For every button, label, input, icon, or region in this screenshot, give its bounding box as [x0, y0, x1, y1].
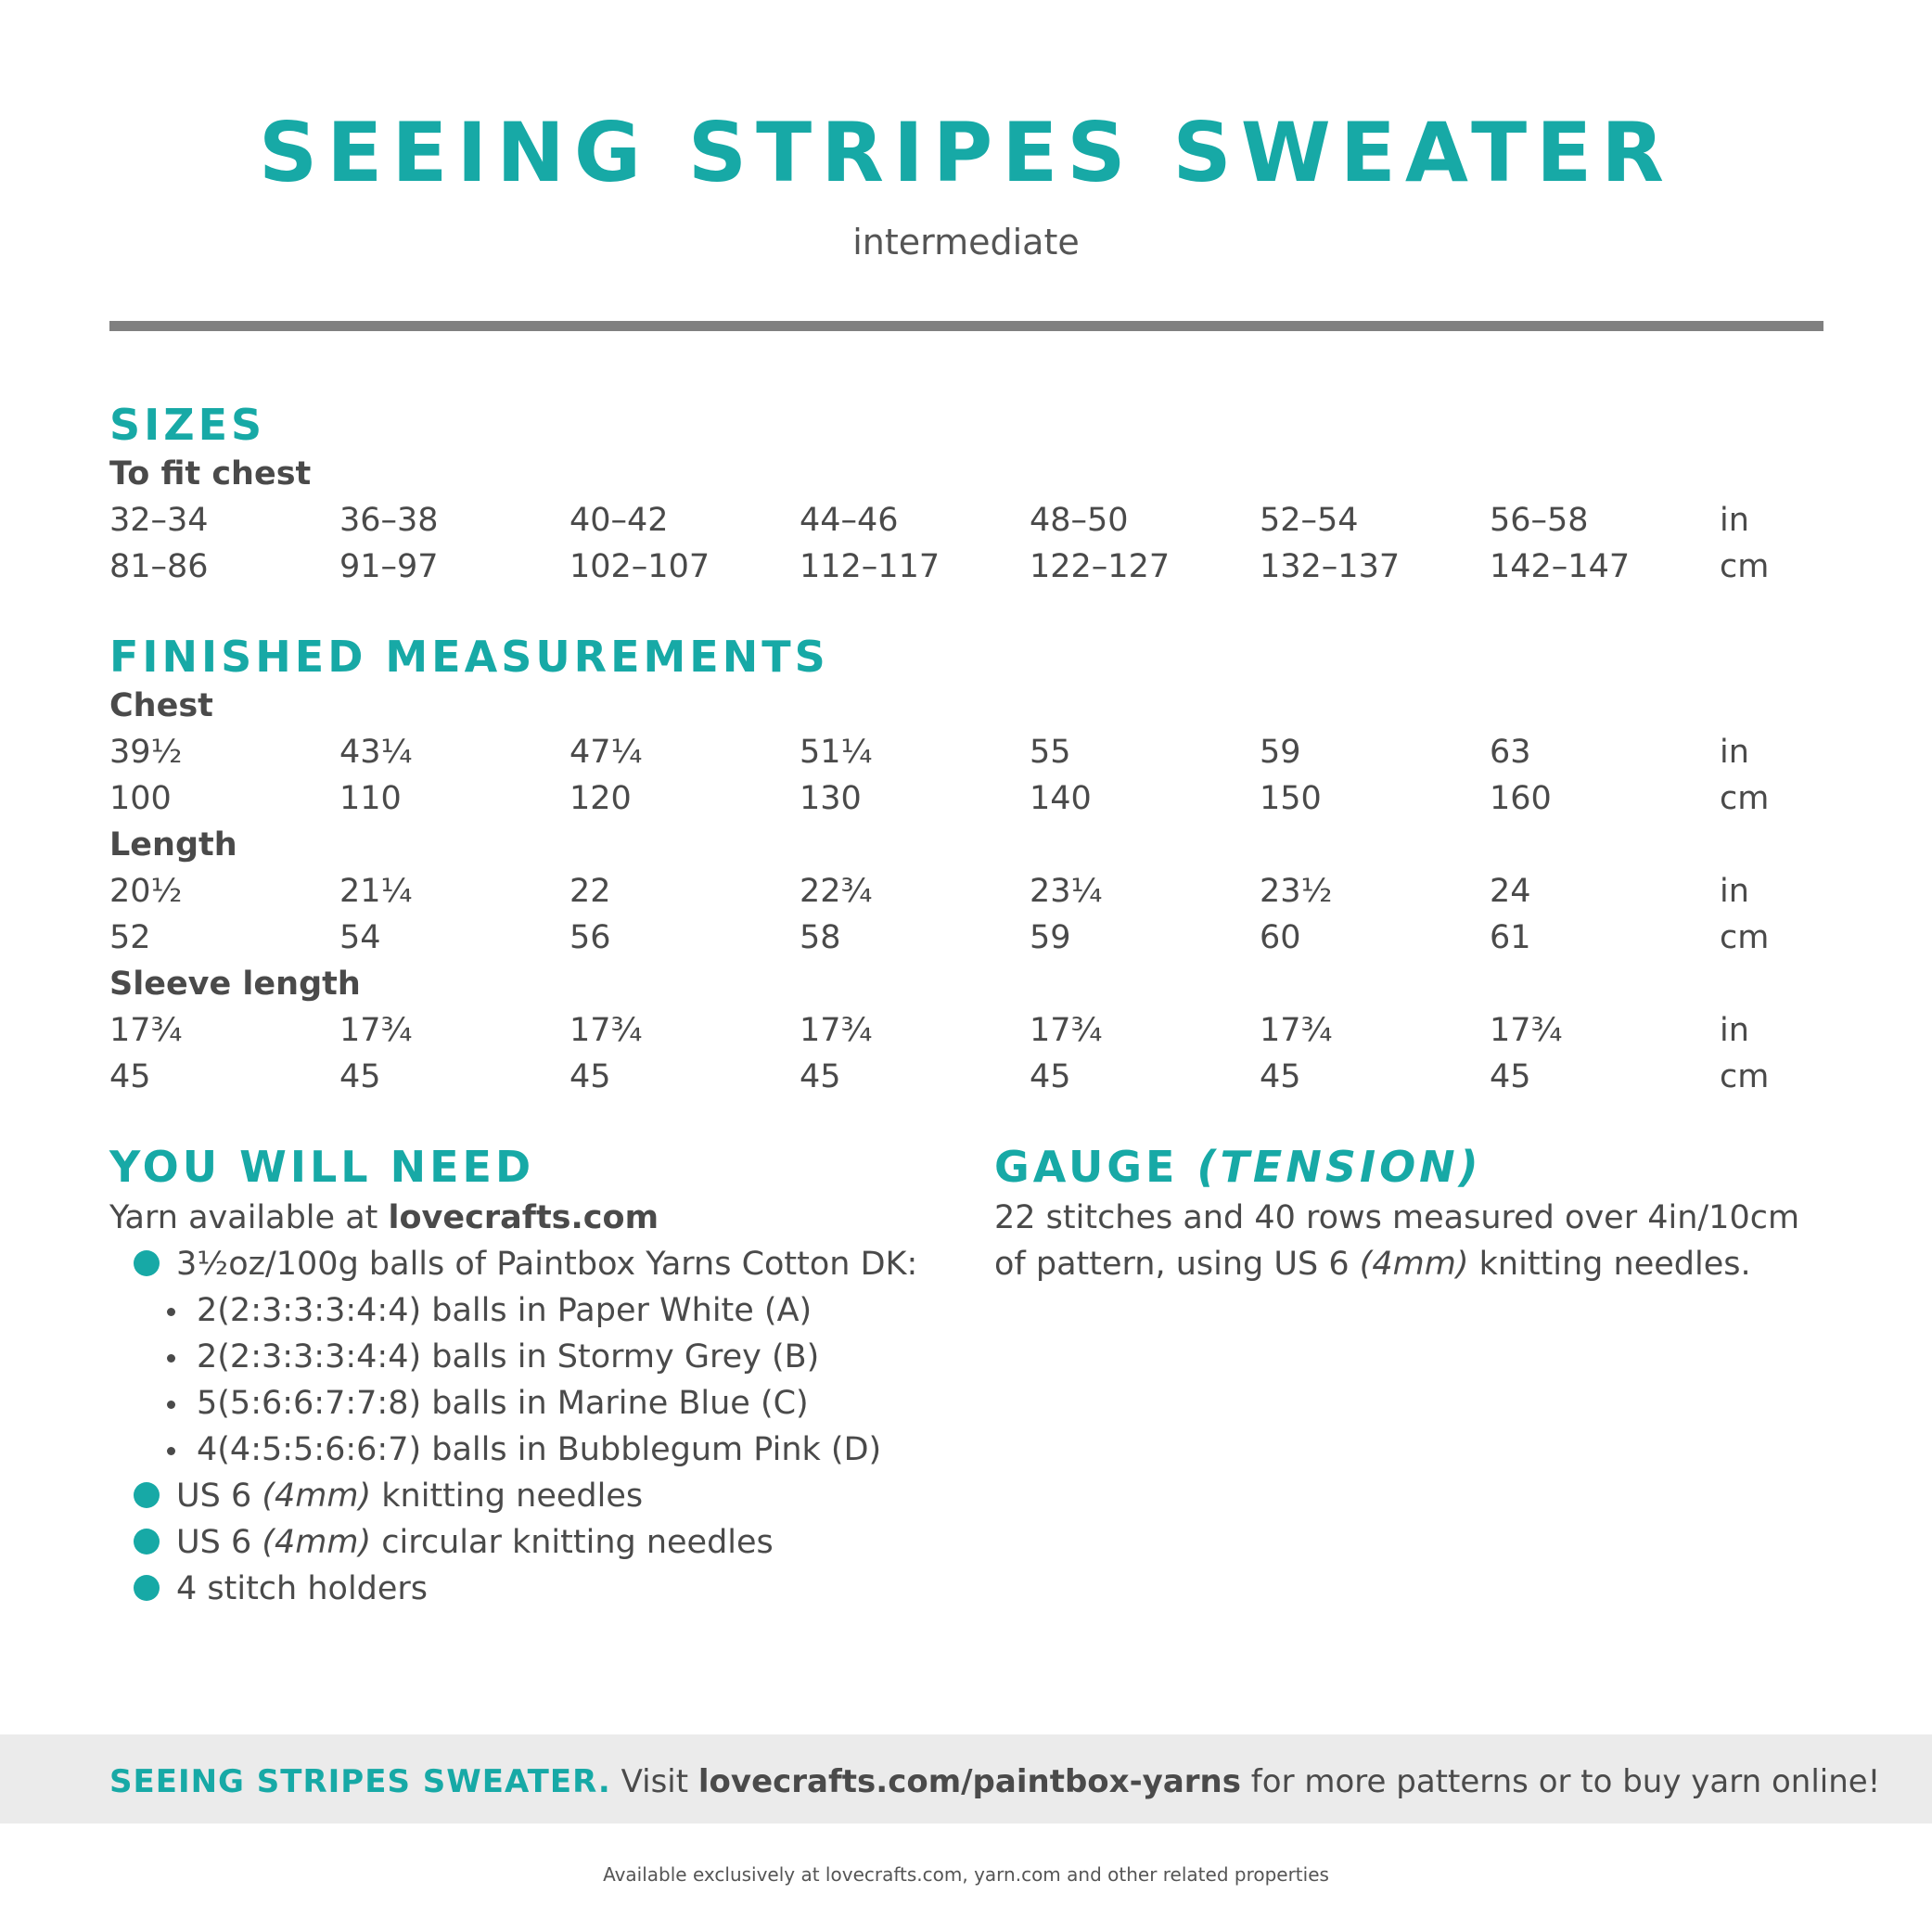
- size-value: 22¾: [800, 873, 873, 910]
- measurement-label: Chest: [109, 687, 213, 724]
- size-value: 100: [109, 780, 172, 817]
- unit-label: in: [1720, 873, 1749, 910]
- unit-label: in: [1720, 734, 1749, 771]
- size-value: 130: [800, 780, 862, 817]
- sub-bullet-icon: [167, 1401, 175, 1409]
- size-value: 17¾: [1030, 1012, 1103, 1049]
- size-value: 21¼: [339, 873, 413, 910]
- size-value: 102–107: [569, 548, 710, 585]
- size-value: 20½: [109, 873, 183, 910]
- size-value: 112–117: [800, 548, 940, 585]
- size-value: 59: [1260, 734, 1301, 771]
- size-value: 52: [109, 919, 151, 956]
- size-value: 17¾: [569, 1012, 643, 1049]
- yarn-intro: Yarn available at lovecrafts.com: [109, 1199, 659, 1236]
- sub-bullet-icon: [167, 1354, 175, 1363]
- size-value: 58: [800, 919, 841, 956]
- footer-link[interactable]: lovecrafts.com/paintbox-yarns: [697, 1763, 1241, 1800]
- size-value: 32–34: [109, 502, 209, 539]
- size-value: 47¼: [569, 734, 643, 771]
- unit-label: cm: [1720, 780, 1770, 817]
- size-value: 81–86: [109, 548, 209, 585]
- size-value: 56–58: [1490, 502, 1589, 539]
- size-value: 45: [339, 1058, 381, 1095]
- size-value: 17¾: [1490, 1012, 1563, 1049]
- yarn-color-item: 2(2:3:3:3:4:4) balls in Paper White (A): [197, 1292, 812, 1329]
- measurement-label: Sleeve length: [109, 966, 361, 1003]
- footer-text: SEEING STRIPES SWEATER. Visit lovecrafts.com/paintbox-yarns for more patterns or to buy yarn online!: [109, 1763, 1881, 1800]
- header-divider: [109, 321, 1823, 331]
- size-value: 45: [800, 1058, 841, 1095]
- size-value: 45: [569, 1058, 611, 1095]
- size-value: 55: [1030, 734, 1071, 771]
- size-value: 36–38: [339, 502, 439, 539]
- unit-label: in: [1720, 502, 1749, 539]
- size-value: 40–42: [569, 502, 669, 539]
- yarn-color-item: 5(5:6:6:7:7:8) balls in Marine Blue (C): [197, 1385, 809, 1422]
- measurement-row-in: [0, 868, 1932, 915]
- sub-bullet-icon: [167, 1308, 175, 1316]
- unit-label: in: [1720, 1012, 1749, 1049]
- gauge-text: 22 stitches and 40 rows measured over 4in/10cm of pattern, using US 6 (4mm) knitting needles.: [994, 1199, 1800, 1283]
- size-value: 140: [1030, 780, 1092, 817]
- size-value: 24: [1490, 873, 1531, 910]
- skill-level: intermediate: [852, 222, 1080, 262]
- size-value: 45: [1030, 1058, 1071, 1095]
- size-value: 150: [1260, 780, 1322, 817]
- sizes-row-cm: [0, 544, 1932, 590]
- bullet-icon: [134, 1250, 160, 1276]
- size-value: 110: [339, 780, 402, 817]
- bullet-icon: [134, 1529, 160, 1555]
- pattern-title: SEEING STRIPES SWEATER: [258, 105, 1674, 200]
- size-value: 160: [1490, 780, 1552, 817]
- size-value: 48–50: [1030, 502, 1129, 539]
- size-value: 122–127: [1030, 548, 1171, 585]
- size-value: 59: [1030, 919, 1071, 956]
- measurement-row-cm: [0, 1054, 1932, 1100]
- size-value: 43¼: [339, 734, 413, 771]
- measurement-row-in: [0, 729, 1932, 775]
- sizes-heading: SIZES: [109, 400, 266, 450]
- yarn-site: lovecrafts.com: [388, 1199, 659, 1236]
- size-value: 45: [1260, 1058, 1301, 1095]
- need-heading: YOU WILL NEED: [109, 1142, 535, 1192]
- yarn-item: 3½oz/100g balls of Paintbox Yarns Cotton DK:: [176, 1246, 918, 1283]
- size-value: 54: [339, 919, 381, 956]
- sizes-row-in: [0, 497, 1932, 544]
- needles-item: US 6 (4mm) knitting needles: [176, 1478, 644, 1515]
- size-value: 56: [569, 919, 611, 956]
- size-value: 52–54: [1260, 502, 1359, 539]
- unit-label: cm: [1720, 1058, 1770, 1095]
- size-value: 44–46: [800, 502, 899, 539]
- size-value: 60: [1260, 919, 1301, 956]
- stitch-holders-item: 4 stitch holders: [176, 1570, 429, 1607]
- size-value: 45: [1490, 1058, 1531, 1095]
- size-value: 17¾: [800, 1012, 873, 1049]
- finished-heading: FINISHED MEASUREMENTS: [109, 632, 829, 682]
- size-value: 132–137: [1260, 548, 1401, 585]
- size-value: 63: [1490, 734, 1531, 771]
- bullet-icon: [134, 1482, 160, 1508]
- size-value: 142–147: [1490, 548, 1631, 585]
- size-value: 39½: [109, 734, 183, 771]
- measurement-row-cm: [0, 775, 1932, 822]
- size-value: 22: [569, 873, 611, 910]
- size-value: 17¾: [339, 1012, 413, 1049]
- size-value: 23½: [1260, 873, 1333, 910]
- size-value: 61: [1490, 919, 1531, 956]
- sub-bullet-icon: [167, 1447, 175, 1455]
- measurement-label: Length: [109, 826, 237, 864]
- size-value: 17¾: [1260, 1012, 1333, 1049]
- size-value: 45: [109, 1058, 151, 1095]
- unit-label: cm: [1720, 919, 1770, 956]
- bullet-icon: [134, 1575, 160, 1601]
- size-value: 23¼: [1030, 873, 1103, 910]
- yarn-color-item: 2(2:3:3:3:4:4) balls in Stormy Grey (B): [197, 1338, 820, 1375]
- size-value: 17¾: [109, 1012, 183, 1049]
- sizes-subheading: To fit chest: [109, 455, 312, 493]
- size-value: 91–97: [339, 548, 439, 585]
- measurement-row-in: [0, 1007, 1932, 1054]
- unit-label: cm: [1720, 548, 1770, 585]
- measurement-row-cm: [0, 915, 1932, 961]
- legal-notice: Available exclusively at lovecrafts.com, yarn.com and other related properties: [603, 1863, 1329, 1886]
- size-value: 51¼: [800, 734, 873, 771]
- circular-needles-item: US 6 (4mm) circular knitting needles: [176, 1524, 774, 1561]
- gauge-heading: GAUGE (TENSION): [994, 1142, 1482, 1192]
- size-value: 120: [569, 780, 632, 817]
- yarn-color-item: 4(4:5:5:6:6:7) balls in Bubblegum Pink (D): [197, 1431, 882, 1468]
